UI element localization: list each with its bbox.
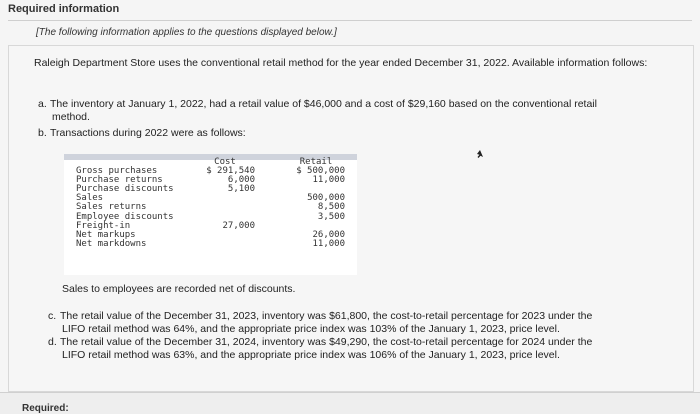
item-d-text-line1: The retail value of the December 31, 2024, inventory was $49,290, the cost-to-retail percentage for 2024 under the [60, 336, 593, 348]
column-header-cost: Cost [214, 157, 236, 167]
row-cost: 6,000 [227, 175, 255, 186]
item-a-text-line2: method. [52, 110, 90, 123]
transactions-table [64, 154, 357, 275]
intro-note: [The following information applies to the questions displayed below.] [36, 27, 337, 38]
item-b-text: Transactions during 2022 were as follows: [50, 127, 246, 139]
mouse-cursor-icon [474, 149, 484, 159]
column-header-retail: Retail [299, 157, 333, 167]
row-label: Net markups [76, 229, 136, 240]
row-retail: 8,500 [317, 202, 345, 213]
item-a [38, 98, 678, 123]
item-a-text-line1: The inventory at January 1, 2022, had a retail value of $46,000 and a cost of $29,160 based on the conventional retail [50, 98, 597, 110]
problem-paragraph: Raleigh Department Store uses the conventional retail method for the year ended December 31, 2022. Available information follows: [34, 57, 648, 69]
item-d-text-line2: LIFO retail method was 63%, and the appropriate price index was 106% of the January 1, 2023, price level. [62, 348, 560, 361]
row-label: Net markdowns [76, 238, 147, 249]
item-c-text-line2: LIFO retail method was 64%, and the appropriate price index was 103% of the January 1, 2023, price level. [62, 322, 560, 335]
item-c-text-line1: The retail value of the December 31, 2023, inventory was $61,800, the cost-to-retail percentage for 2023 under the [60, 310, 593, 322]
item-b-marker: b. [38, 127, 47, 139]
row-label: Purchase returns [76, 175, 163, 186]
item-c-marker: c. [48, 310, 57, 322]
row-cost: 27,000 [222, 220, 255, 231]
required-information-title: Required information [8, 3, 120, 15]
row-retail: 26,000 [312, 229, 345, 240]
row-label: Purchase discounts [76, 184, 174, 195]
row-label: Sales [76, 193, 104, 204]
row-label: Freight-in [76, 220, 131, 231]
row-label: Employee discounts [76, 211, 174, 222]
item-c [48, 310, 678, 335]
row-retail: 11,000 [312, 175, 345, 186]
row-label: Sales returns [76, 202, 147, 213]
row-retail: $ 500,000 [296, 166, 345, 177]
row-retail: 500,000 [307, 193, 345, 204]
employee-sales-note: Sales to employees are recorded net of discounts. [62, 283, 296, 295]
required-label: Required: [22, 403, 69, 414]
item-d [48, 336, 678, 361]
item-b [38, 127, 246, 140]
row-retail: 11,000 [312, 238, 345, 249]
required-section [0, 392, 700, 414]
item-a-marker: a. [38, 98, 47, 110]
row-retail: 3,500 [317, 211, 345, 222]
row-cost: $ 291,540 [206, 166, 255, 177]
row-label: Gross purchases [76, 166, 158, 177]
title-divider [8, 20, 692, 21]
item-d-marker: d. [48, 336, 57, 348]
row-cost: 5,100 [227, 184, 255, 195]
